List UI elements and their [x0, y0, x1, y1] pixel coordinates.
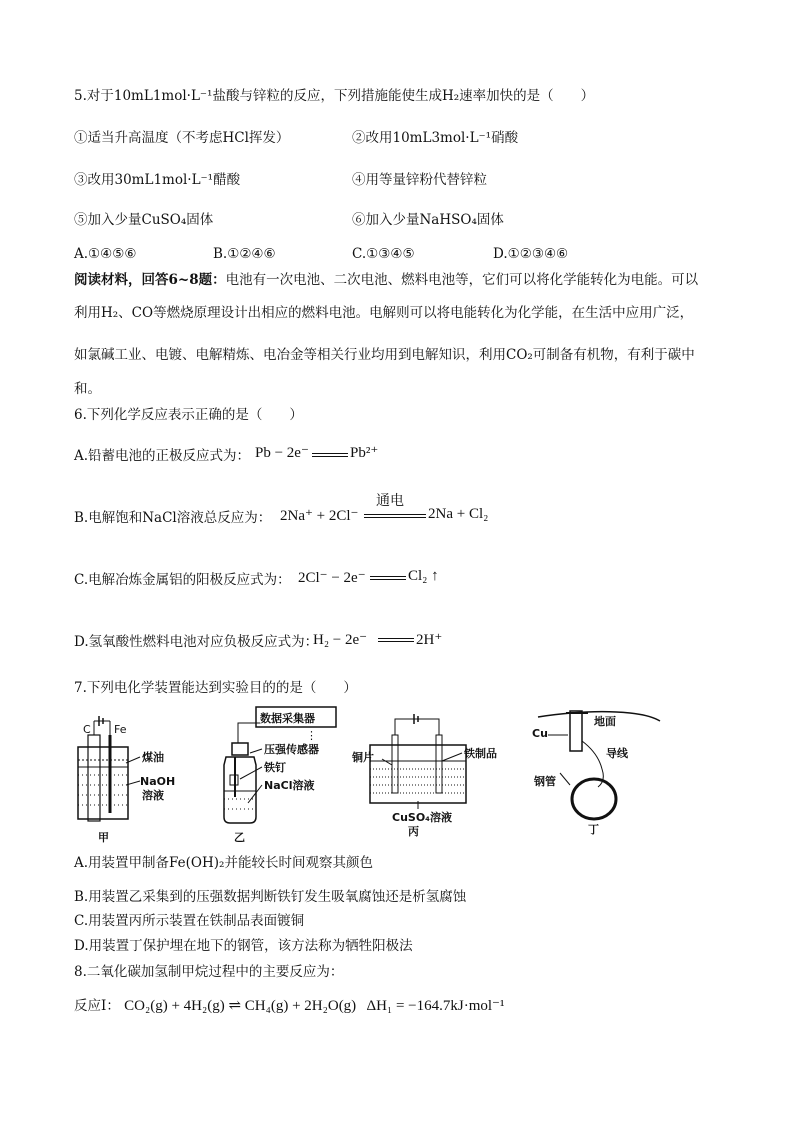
q6-a-eq-right: Pb²⁺ [350, 445, 379, 461]
jia-c-label: C [83, 723, 91, 736]
q6-c-text: C.电解冶炼金属铝的阳极反应式为： [74, 572, 291, 588]
yi-dots: ⋮ [306, 729, 317, 742]
yi-sensor-label: 压强传感器 [264, 743, 319, 756]
q7-option-b: B.用装置乙采集到的压强数据判断铁钉发生吸氧腐蚀还是析氢腐蚀 [74, 889, 467, 905]
q8-reaction-1 [74, 996, 504, 1016]
jia-soln-label: 溶液 [142, 789, 164, 802]
q5-stem: 5.对于10mL1mol·L⁻¹盐酸与锌粒的反应，下列措施能使生成H₂速率加快的是（ ） [74, 88, 595, 104]
q6-c-eq-right: Cl₂ ↑ [408, 568, 439, 584]
apparatus-jia [78, 716, 175, 844]
yi-label: 乙 [234, 831, 245, 844]
q7-stem: 7.下列电化学装置能达到实验目的的是（ ） [74, 680, 357, 696]
bing-label: 丙 [408, 825, 419, 838]
yi-collector-label: 数据采集器 [260, 712, 315, 725]
q6-a-text: A.铅蓄电池的正极反应式为： [74, 448, 251, 464]
reading-line-1 [74, 270, 698, 290]
reading-line-3: 如氯碱工业、电镀、电解精炼、电冶金等相关行业均用到电解知识，利用CO₂可制备有机物，有利于碳中 [74, 347, 695, 363]
reading-lead: 阅读材料，回答6~8题： [74, 272, 226, 288]
jia-label: 甲 [98, 831, 109, 844]
q6-option-c [74, 570, 291, 590]
q5-option-6: ⑥加入少量NaHSO₄固体 [352, 212, 504, 228]
q6-option-d [74, 632, 318, 652]
q5-option-4: ④用等量锌粉代替锌粒 [352, 172, 487, 188]
q5-option-1: ①适当升高温度（不考虑HCl挥发） [74, 130, 290, 146]
q5-choice-d: D.①②③④⑥ [493, 246, 569, 262]
q5-option-5: ⑤加入少量CuSO₄固体 [74, 212, 214, 228]
q6-a-eq-left: Pb − 2e⁻ [255, 445, 309, 461]
q7-option-d: D.用装置丁保护埋在地下的钢管，该方法称为牺牲阳极法 [74, 938, 413, 954]
ding-pipe-label: 钢管 [534, 775, 556, 788]
q6-d-eq-right: 2H⁺ [416, 632, 443, 648]
q8-stem: 8.二氧化碳加氢制甲烷过程中的主要反应为： [74, 964, 344, 980]
q6-c-eq-bar [370, 576, 406, 577]
q5-choice-b: B.①②④⑥ [213, 246, 276, 262]
q6-b-eq-left: 2Na⁺ + 2Cl⁻ [280, 508, 359, 524]
q8-r1-label: 反应Ⅰ： [74, 998, 120, 1014]
q6-b-text: B.电解饱和NaCl溶液总反应为： [74, 510, 272, 526]
q6-option-a [74, 446, 250, 466]
q6-b-eq-bar-2 [364, 517, 426, 518]
reading-line-2: 利用H₂、CO等燃烧原理设计出相应的燃料电池。电解则可以将电能转化为化学能，在生活中应用广泛， [74, 305, 694, 321]
jia-naoh-label: NaOH [140, 775, 176, 788]
apparatus-yi [224, 707, 336, 844]
reading-text-1: 电池有一次电池、二次电池、燃料电池等，它们可以将化学能转化为电能。可以 [225, 272, 699, 288]
q6-d-eq-left: H₂ − 2e⁻ [313, 632, 368, 648]
q6-d-eq-bar [378, 638, 414, 639]
ding-ground-label: 地面 [594, 715, 616, 728]
bing-fe-label: 铁制品 [464, 747, 497, 760]
q6-c-eq-bar-2 [370, 579, 406, 580]
q6-stem: 6.下列化学反应表示正确的是（ ） [74, 407, 303, 423]
bing-cu-label: 铜片 [352, 751, 374, 764]
apparatus-bing [351, 714, 497, 838]
q6-a-eq-bar-2 [312, 456, 348, 457]
q5-choice-a: A.①④⑤⑥ [74, 246, 137, 262]
bing-cuso4-label: CuSO₄溶液 [392, 811, 452, 824]
ding-label: 丁 [588, 823, 599, 836]
ding-wire-label: 导线 [606, 747, 628, 760]
q5-option-3: ③改用30mL1mol·L⁻¹醋酸 [74, 172, 241, 188]
q6-option-b [74, 508, 271, 528]
q8-r1-enthalpy: ΔH₁ = −164.7kJ·mol⁻¹ [366, 998, 505, 1014]
q6-a-eq-bar [312, 453, 348, 454]
q7-option-a: A.用装置甲制备Fe(OH)₂并能较长时间观察其颜色 [74, 855, 373, 871]
q6-c-eq-left: 2Cl⁻ − 2e⁻ [298, 570, 366, 586]
yi-nacl-label: NaCl溶液 [264, 779, 315, 792]
q8-r1-equation: CO₂(g) + 4H₂(g) ⇌ CH₄(g) + 2H₂O(g) [124, 998, 357, 1014]
q7-option-c: C.用装置丙所示装置在铁制品表面镀铜 [74, 913, 305, 929]
yi-nail-label: 铁钉 [264, 761, 286, 774]
apparatus-figure [70, 705, 690, 845]
q6-d-eq-bar-2 [378, 641, 414, 642]
q5-choice-c: C.①③④⑤ [352, 246, 415, 262]
apparatus-ding [532, 711, 660, 836]
ding-cu-label: Cu [532, 727, 548, 740]
q6-b-eq-right: 2Na + Cl₂ [428, 506, 489, 522]
q6-b-eq-bar [364, 514, 426, 515]
q6-b-condition: 通电 [376, 493, 404, 509]
jia-fe-label: Fe [114, 723, 127, 736]
q5-option-2: ②改用10mL3mol·L⁻¹硝酸 [352, 130, 519, 146]
jia-oil-label: 煤油 [142, 751, 164, 764]
q6-d-text: D.氢氧酸性燃料电池对应负极反应式为： [74, 634, 319, 650]
reading-line-4: 和。 [74, 381, 101, 397]
